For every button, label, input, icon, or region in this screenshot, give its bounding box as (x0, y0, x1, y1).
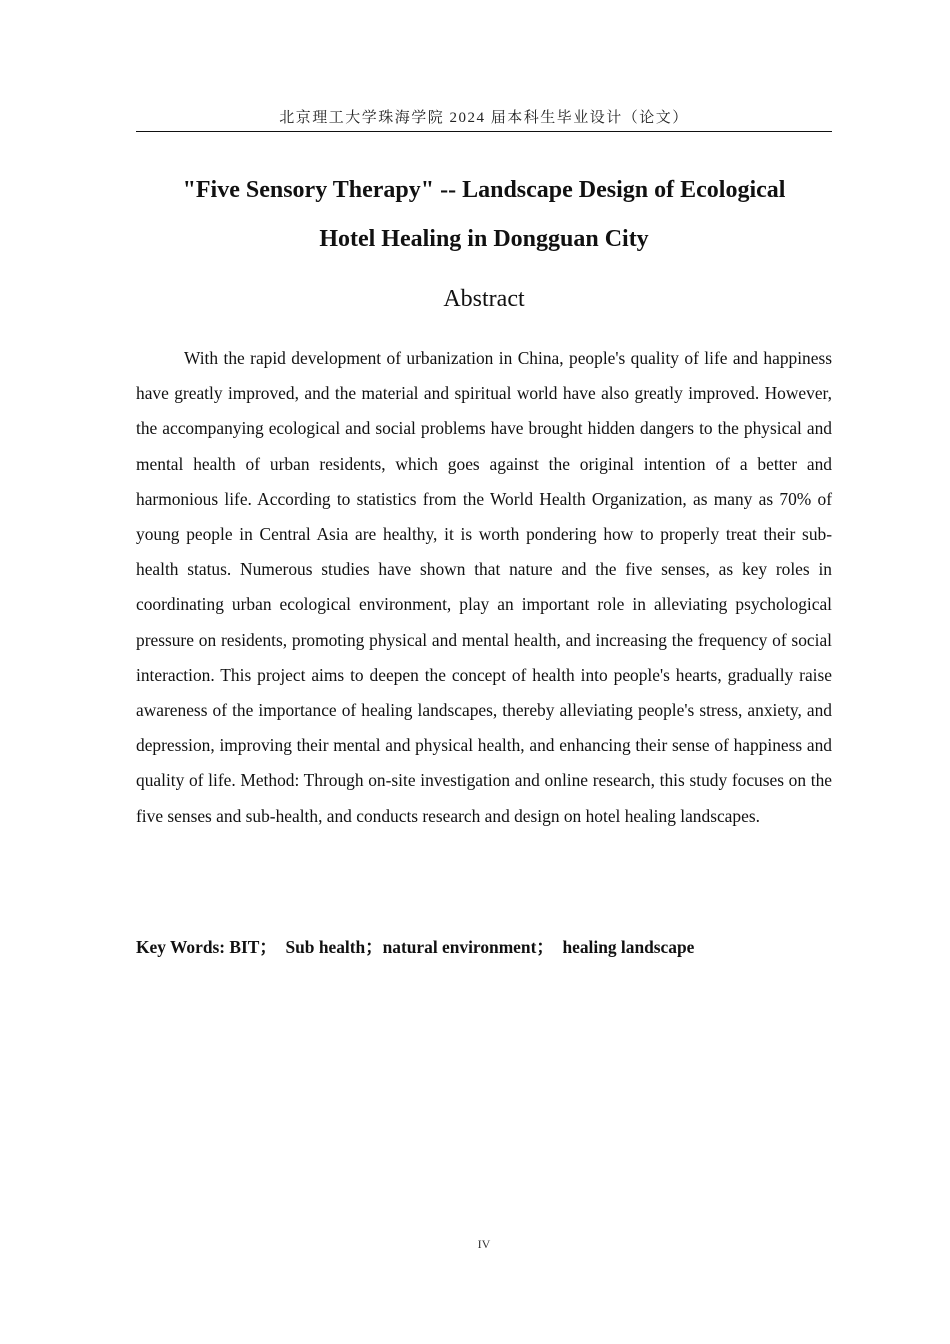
abstract-heading: Abstract (443, 286, 525, 312)
running-header: 北京理工大学珠海学院 2024 届本科生毕业设计（论文） (279, 110, 689, 126)
thesis-title-line-2: Hotel Healing in Dongguan City (319, 226, 649, 252)
abstract-body: With the rapid development of urbanization in China, people's quality of life and happiness have greatly improved, and the material and spiritual world have also greatly improved. However, the accompanying ecological and social problems have brought hidden dangers to the physical and mental health of urban residents, which goes against the original intention of a better and harmonious life. According to statistics from the World Health Organization, as many as 70% of young people in Central Asia are healthy, it is worth pondering how to properly treat their sub-health status. Numerous studies have shown that nature and the five senses, as key roles in coordinating urban ecological environment, play an important role in alleviating psychological pressure on residents, promoting physical and mental health, and increasing the frequency of social interaction. This project aims to deepen the concept of health into people's hearts, gradually raise awareness of the importance of healing landscapes, thereby alleviating people's stress, anxiety, and depression, improving their mental and physical health, and enhancing their sense of happiness and quality of life. Method: Through on-site investigation and online research, this study focuses on the five senses and sub-health, and conducts research and design on hotel healing landscapes. (136, 348, 832, 826)
thesis-title (136, 166, 832, 264)
header-rule (136, 131, 832, 132)
keywords-line: Key Words: BIT； Sub health；natural environment； healing landscape (136, 937, 695, 957)
page-number: IV (477, 1237, 491, 1251)
thesis-title-line-1: "Five Sensory Therapy" -- Landscape Design of Ecological (182, 177, 786, 203)
